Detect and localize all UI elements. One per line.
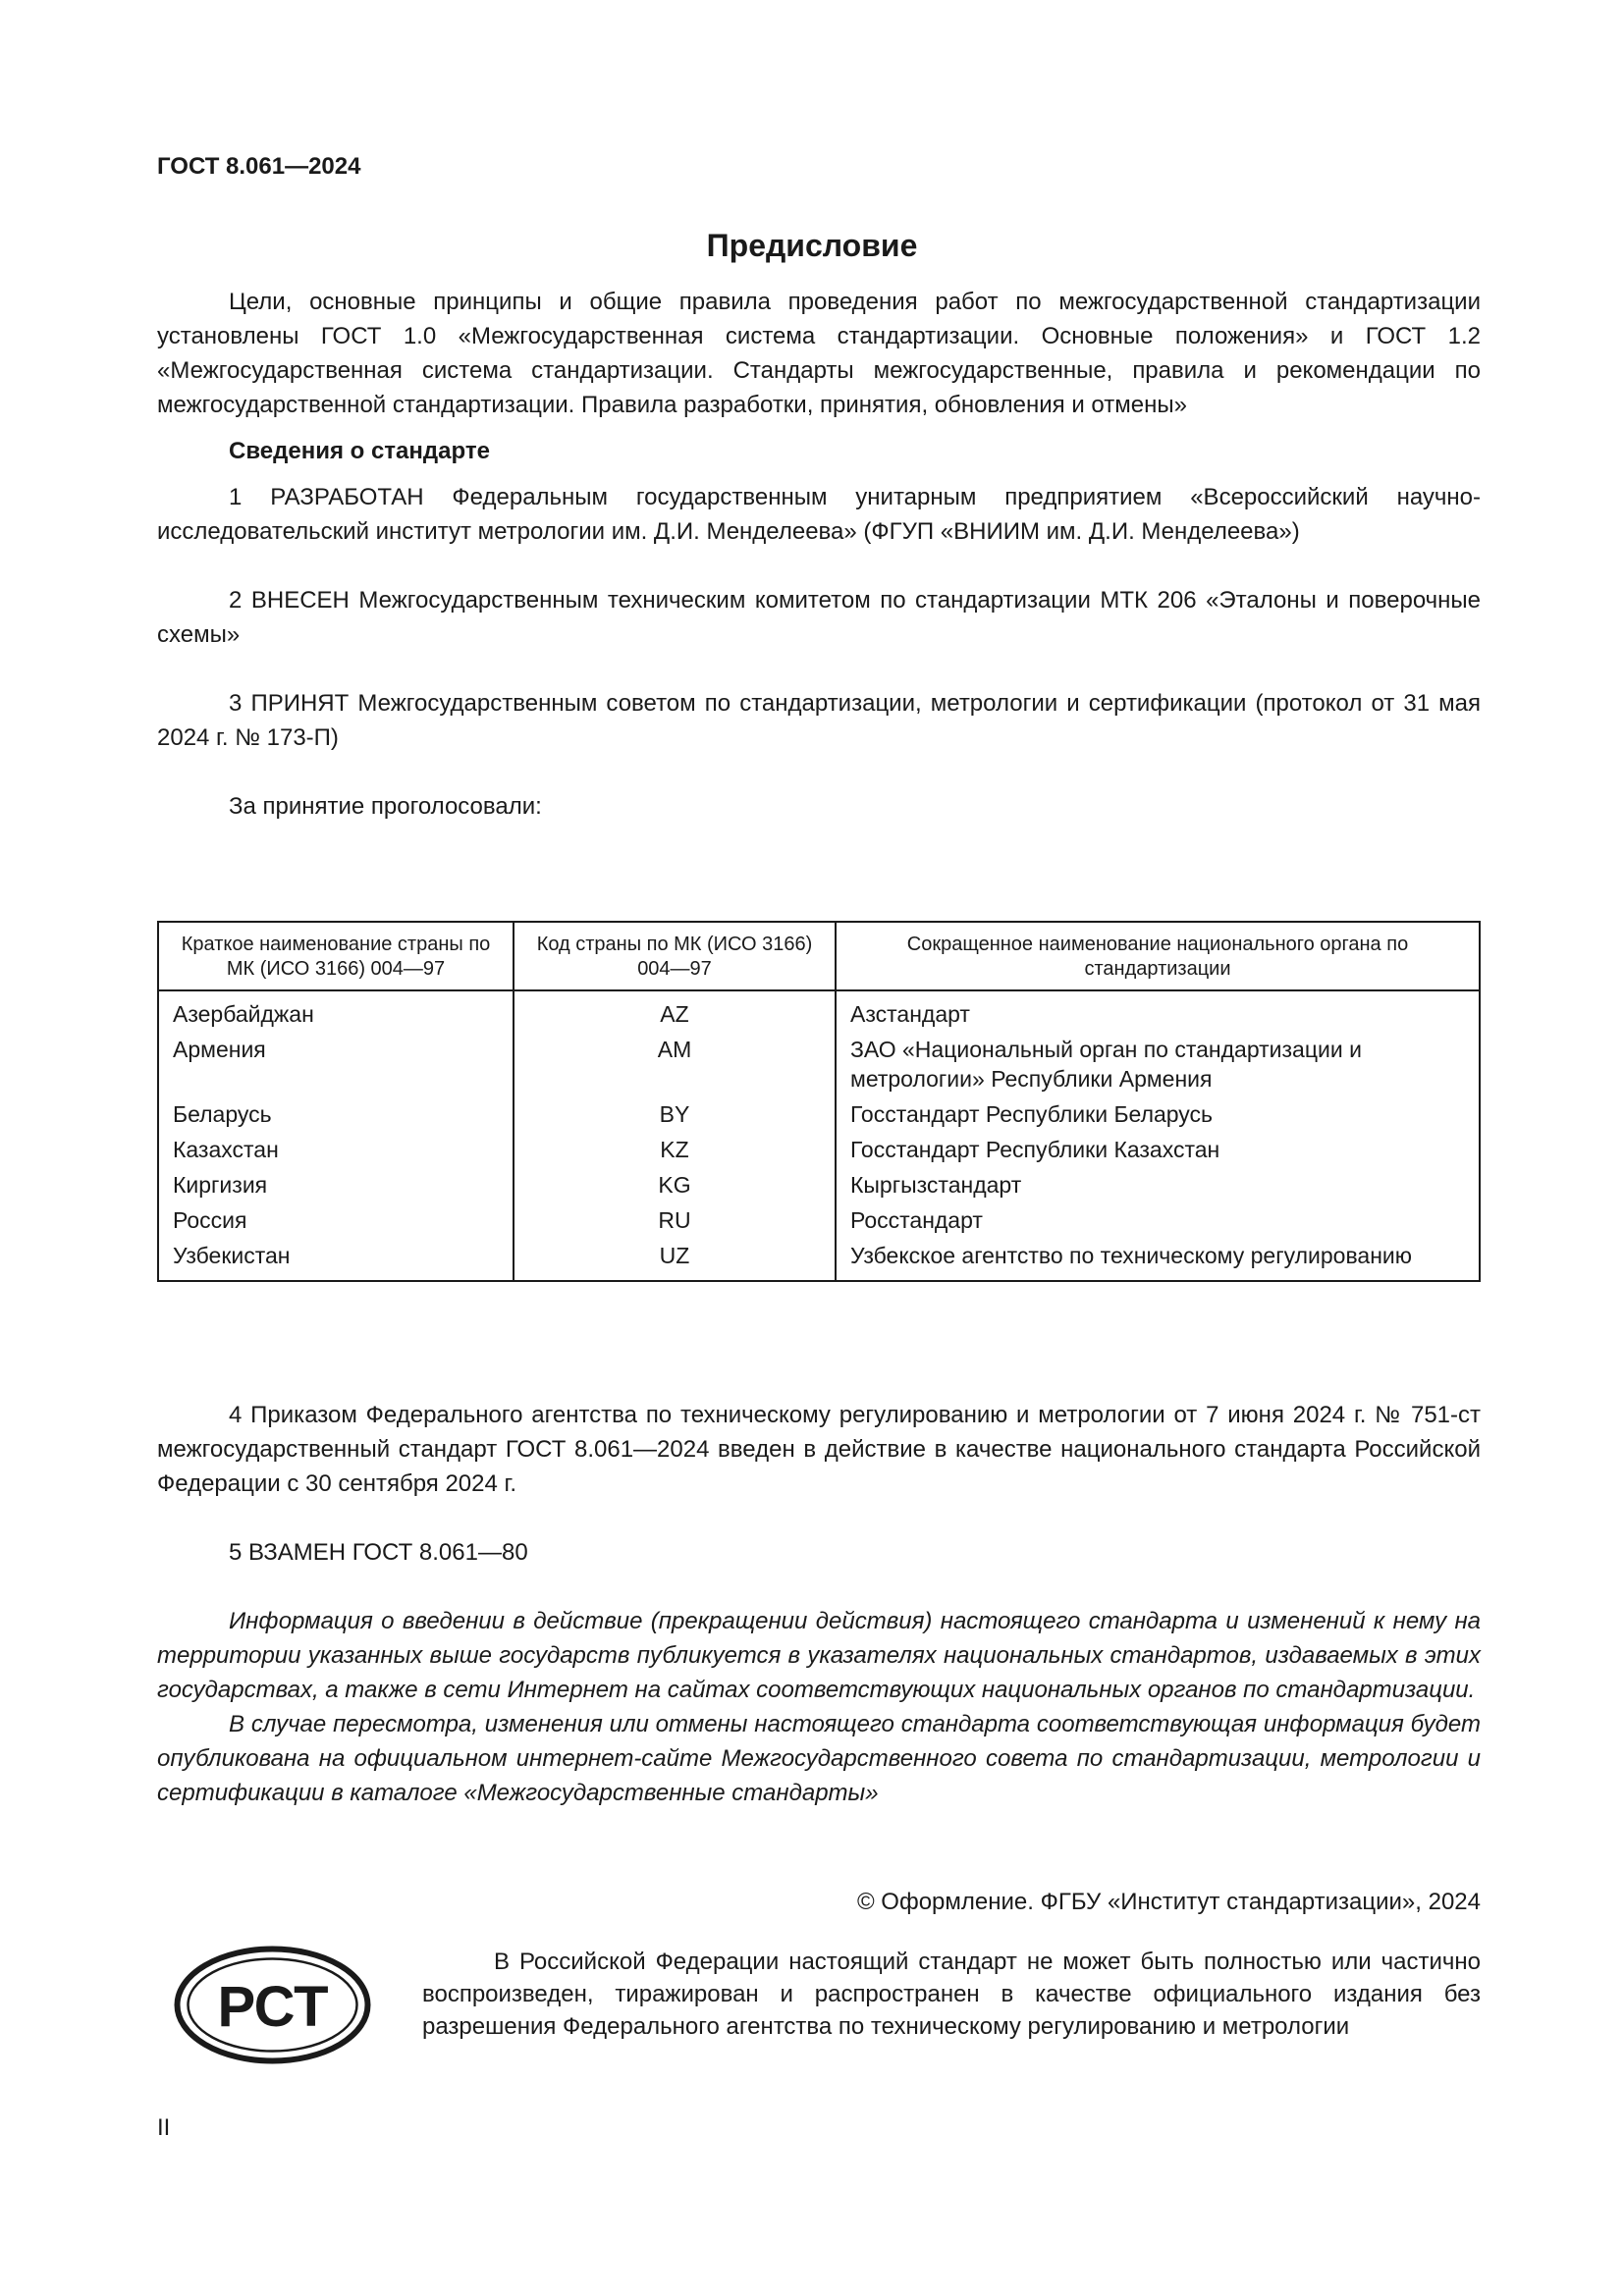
intro-block bbox=[157, 285, 1481, 824]
code-cell: AM bbox=[514, 1029, 836, 1094]
copyright-line: © Оформление. ФГБУ «Институт стандартизации», 2024 bbox=[856, 1889, 1481, 1915]
table-row bbox=[158, 1029, 1480, 1094]
code-cell: BY bbox=[514, 1094, 836, 1129]
item-4-paragraph: 4 Приказом Федерального агентства по техническому регулированию и метрологии от 7 июня 2024 г. № 751-ст межгосударственный стандарт ГОСТ 8.061—2024 введен в действие в качестве национального стандарта Российской Федерации с 30 сентября 2024 г. bbox=[157, 1402, 1481, 1497]
copyright-notice bbox=[422, 1946, 1481, 2043]
code-cell: UZ bbox=[514, 1235, 836, 1281]
code-cell: KG bbox=[514, 1164, 836, 1200]
document-id: ГОСТ 8.061—2024 bbox=[157, 153, 361, 180]
notice-paragraph: В Российской Федерации настоящий стандарт не может быть полностью или частично воспроизведен, тиражирован и распространен в качестве официального издания без разрешения Федерального агентства по техническому регулированию и метрологии bbox=[422, 1949, 1481, 2040]
item-2-paragraph: 2 ВНЕСЕН Межгосударственным техническим комитетом по стандартизации МТК 206 «Эталоны и поверочные схемы» bbox=[157, 587, 1481, 648]
country-cell: Азербайджан bbox=[158, 990, 514, 1029]
country-cell: Казахстан bbox=[158, 1129, 514, 1164]
table-row bbox=[158, 1235, 1480, 1281]
intro-paragraph: Цели, основные принципы и общие правила проведения работ по межгосударственной стандартизации установлены ГОСТ 1.0 «Межгосударственная система стандартизации. Основные положения» и ГОСТ 1.2 «Межгосударственная система стандартизации. Стандарты межгосударственные, правила и рекомендации по межгосударственной стандартизации. Правила разработки, принятия, обновления и отмены» bbox=[157, 289, 1481, 418]
info-paragraph-1: Информация о введении в действие (прекращении действия) настоящего стандарта и изменений к нему на территории указанных выше государств публикуется в указателях национальных стандартов, издаваемых в этих государствах, а также в сети Интернет на сайтах соответствующих национальных органов по стандартизации. bbox=[157, 1608, 1481, 1703]
body-cell: Росстандарт bbox=[850, 1207, 983, 1233]
country-cell: Россия bbox=[158, 1200, 514, 1235]
info-paragraph-2: В случае пересмотра, изменения или отмены настоящего стандарта соответствующая информация будет опубликована на официальном интернет-сайте Межгосударственного совета по стандартизации, метрологии и сертификации в каталоге «Межгосударственные стандарты» bbox=[157, 1711, 1481, 1806]
item-5-paragraph: 5 ВЗАМЕН ГОСТ 8.061—80 bbox=[229, 1539, 528, 1566]
table-row bbox=[158, 1200, 1480, 1235]
table-row bbox=[158, 990, 1480, 1029]
code-cell: KZ bbox=[514, 1129, 836, 1164]
page-title: Предисловие bbox=[706, 228, 918, 263]
column-header-body: Сокращенное наименование национального органа по стандартизации bbox=[836, 922, 1480, 990]
country-cell: Беларусь bbox=[158, 1094, 514, 1129]
column-header-code: Код страны по МК (ИСО 3166) 004—97 bbox=[514, 922, 836, 990]
body-cell: Кыргызстандарт bbox=[850, 1172, 1022, 1198]
body-cell: Азстандарт bbox=[850, 1001, 970, 1027]
column-header-country: Краткое наименование страны по МК (ИСО 3166) 004—97 bbox=[158, 922, 514, 990]
body-cell: Госстандарт Республики Беларусь bbox=[850, 1101, 1214, 1127]
section-heading: Сведения о стандарте bbox=[229, 438, 490, 464]
table-row bbox=[158, 1094, 1480, 1129]
voting-table bbox=[157, 921, 1481, 1282]
body-cell: Узбекское агентство по техническому регулированию bbox=[850, 1243, 1413, 1268]
rst-conformity-mark-icon bbox=[172, 1944, 373, 2066]
item-1-paragraph: 1 РАЗРАБОТАН Федеральным государственным унитарным предприятием «Всероссийский научно-исследовательский институт метрологии им. Д.И. Менделеева» (ФГУП «ВНИИМ им. Д.И. Менделеева») bbox=[157, 484, 1481, 545]
code-cell: RU bbox=[514, 1200, 836, 1235]
item-3-paragraph: 3 ПРИНЯТ Межгосударственным советом по стандартизации, метрологии и сертификации (протокол от 31 мая 2024 г. № 173-П) bbox=[157, 690, 1481, 751]
country-cell: Киргизия bbox=[158, 1164, 514, 1200]
table-row bbox=[158, 1164, 1480, 1200]
table-header-row bbox=[158, 922, 1480, 990]
page-number: II bbox=[157, 2114, 171, 2141]
table-row bbox=[158, 1129, 1480, 1164]
vote-intro: За принятие проголосовали: bbox=[229, 793, 542, 820]
country-cell: Узбекистан bbox=[158, 1235, 514, 1281]
code-cell: AZ bbox=[514, 990, 836, 1029]
logo-mark-text: РСТ bbox=[217, 1975, 329, 2039]
after-table-block bbox=[157, 1398, 1481, 1810]
country-cell: Армения bbox=[158, 1029, 514, 1094]
body-cell: Госстандарт Республики Казахстан bbox=[850, 1137, 1220, 1162]
body-cell: ЗАО «Национальный орган по стандартизации и метрологии» Республики Армения bbox=[850, 1037, 1362, 1092]
